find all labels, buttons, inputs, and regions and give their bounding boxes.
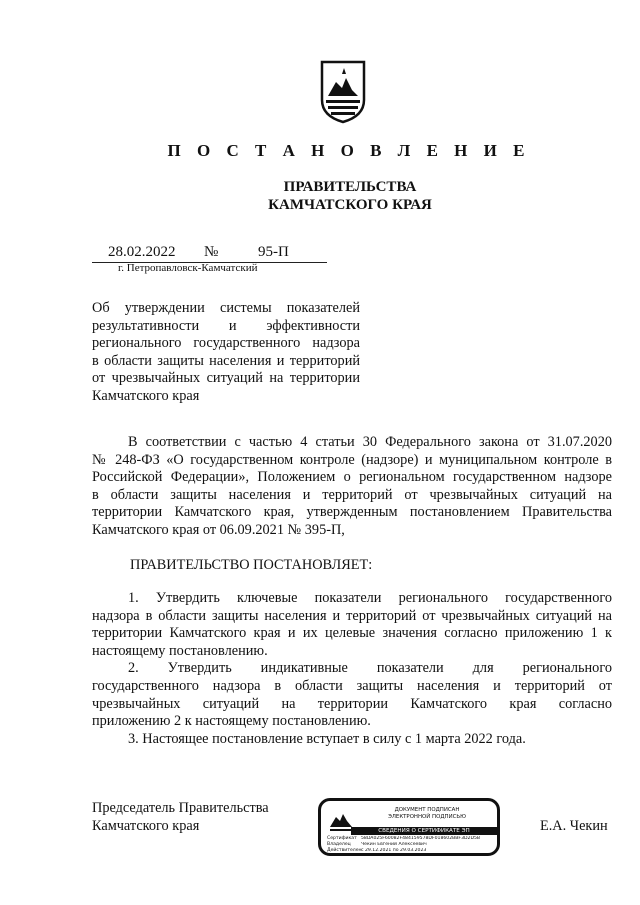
preamble-line: Российской Федерации», Положением о региональном государственном надзоре <box>92 469 612 486</box>
position-line-2: Камчатского края <box>92 817 200 834</box>
item-1-line: 1. Утвердить ключевые показатели регионального государственного <box>128 590 612 606</box>
stamp-row-value: Чекин Евгений Алексеевич <box>361 842 427 847</box>
item-1-line: территории Камчатского края и их целевые значения согласно приложению 1 к <box>92 625 612 642</box>
item-1-line: настоящему постановлению. <box>92 642 268 659</box>
stamp-row-key: Действителен <box>327 848 362 853</box>
document-city: г. Петропавловск-Камчатский <box>118 262 258 274</box>
stamp-heading-line-2: ЭЛЕКТРОННОЙ ПОДПИСЬЮ <box>388 814 466 820</box>
stamp-details <box>327 836 499 854</box>
stamp-row-key: Владелец <box>327 842 351 847</box>
stamp-certificate-bar: СВЕДЕНИЯ О СЕРТИФИКАТЕ ЭП <box>351 827 497 835</box>
document-title: П О С Т А Н О В Л Е Н И Е <box>167 141 531 160</box>
item-3-line: 3. Настоящее постановление вступает в силу с 1 марта 2022 года. <box>128 730 526 747</box>
item-2-line: чрезвычайных ситуаций на территории Камчатского края согласно <box>92 695 612 712</box>
preamble-line: № 248-ФЗ «О государственном контроле (надзоре) и муниципальном контроле в <box>92 451 612 468</box>
subject-line: регионального государственного надзора <box>92 335 360 352</box>
stamp-heading <box>357 807 497 821</box>
position-line-1: Председатель Правительства <box>92 800 269 816</box>
electronic-signature-stamp <box>318 798 500 856</box>
preamble-line: территории Камчатского края, утвержденным постановлением Правительства <box>92 504 612 521</box>
document-number: 95-П <box>258 244 289 260</box>
subject-line: от чрезвычайных ситуаций на территории <box>92 370 360 387</box>
document-issuer <box>0 178 640 214</box>
item-1-line: надзора в области защиты населения и территорий от чрезвычайных ситуаций на <box>92 607 612 624</box>
stamp-row-key: Сертификат <box>327 836 357 841</box>
subject-line: Камчатского края <box>92 387 200 404</box>
preamble-paragraph <box>92 434 612 540</box>
decree-items <box>92 590 612 748</box>
stamp-row-value: с 29.12.2021 по 29.03.2023 <box>361 848 427 853</box>
subject-line: в области защиты населения и территорий <box>92 352 360 369</box>
item-2-line: государственного надзора в области защиты населения и территорий от <box>92 677 612 694</box>
item-2-line: приложению 2 к настоящему постановлению. <box>92 713 371 730</box>
subject-line: Об утверждении системы показателей <box>92 300 360 316</box>
stamp-heading-line-1: ДОКУМЕНТ ПОДПИСАН <box>394 807 460 813</box>
signatory-position <box>92 800 269 835</box>
preamble-line: в области защиты населения и территорий от чрезвычайных ситуаций на <box>92 486 612 503</box>
document-date: 28.02.2022 <box>108 244 176 260</box>
subject-line: результативности и эффективности <box>92 317 360 334</box>
decree-statement: ПРАВИТЕЛЬСТВО ПОСТАНОВЛЯЕТ: <box>130 557 373 573</box>
preamble-line: В соответствии с частью 4 статьи 30 Федерального закона от 31.07.2020 <box>128 434 612 450</box>
item-2-line: 2. Утвердить индикативные показатели для регионального <box>128 660 612 677</box>
stamp-row <box>327 848 499 854</box>
coat-of-arms-emblem <box>318 60 368 124</box>
issuer-line-2: КАМЧАТСКОГО КРАЯ <box>268 197 432 213</box>
stamp-row-value: 58DA025F60082F484159578DF018602BBF3D2D5B <box>361 836 481 841</box>
preamble-line: Камчатского края от 06.09.2021 № 395-П, <box>92 521 345 538</box>
number-sign: № <box>204 244 219 260</box>
issuer-line-1: ПРАВИТЕЛЬСТВА <box>283 179 417 195</box>
signatory-name: Е.А. Чекин <box>540 818 608 834</box>
document-subject <box>92 300 360 406</box>
